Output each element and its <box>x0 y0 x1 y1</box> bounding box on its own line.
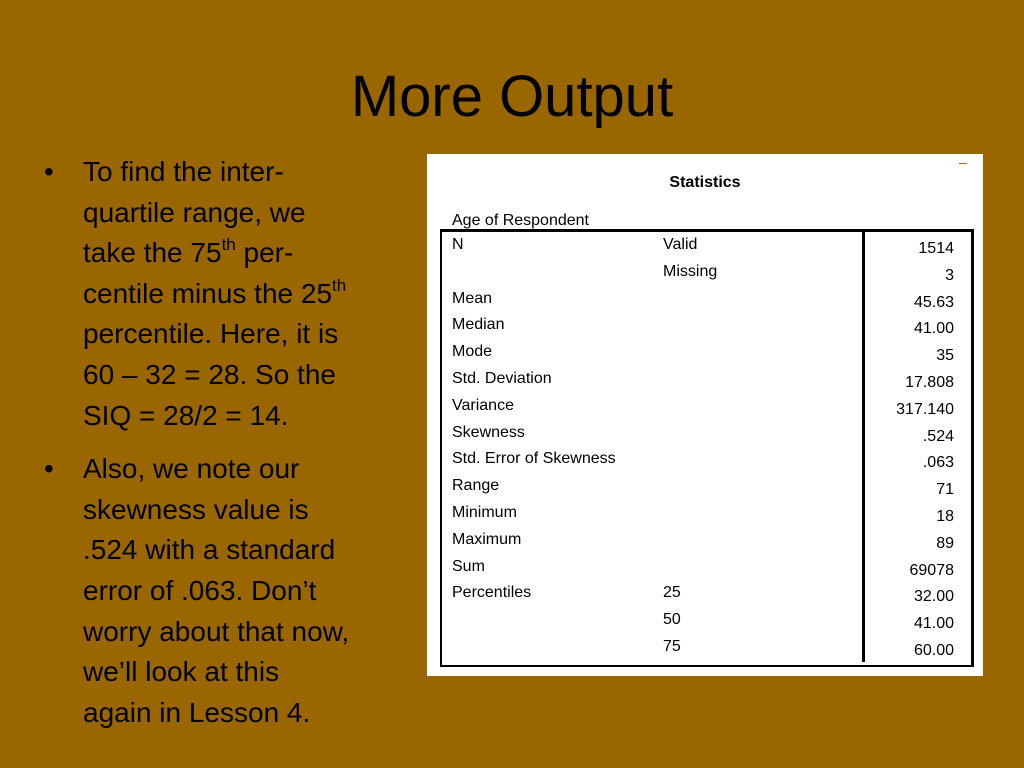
row-label: Minimum <box>452 504 517 521</box>
row-sublabel: 75 <box>663 638 681 655</box>
row-value: 69078 <box>909 561 954 579</box>
table-row <box>427 530 983 557</box>
bullet-line: skewness value is <box>83 493 309 525</box>
bullet-marker: • <box>44 156 54 187</box>
row-sublabel: 25 <box>663 584 681 602</box>
statistics-output-panel <box>427 154 983 676</box>
superscript: th <box>221 235 236 255</box>
row-label: Std. Deviation <box>452 370 552 387</box>
row-label: Maximum <box>452 530 522 548</box>
row-value: 35 <box>936 347 954 365</box>
row-value: 317.140 <box>896 400 954 418</box>
bullet-line: SIQ = 28/2 = 14. <box>83 399 289 431</box>
bullet-line: quartile range, we <box>83 196 306 228</box>
row-label: N <box>452 236 464 253</box>
row-label: Median <box>452 316 505 334</box>
row-sublabel: 50 <box>663 611 681 629</box>
row-value: 60.00 <box>913 642 954 659</box>
bullet-list <box>44 152 416 746</box>
row-label: Sum <box>452 557 485 575</box>
table-row <box>427 610 983 637</box>
bullet-marker: • <box>44 453 54 485</box>
table-row <box>427 449 983 476</box>
table-row <box>427 262 983 289</box>
table-row <box>427 342 983 369</box>
row-sublabel: Missing <box>663 262 718 280</box>
row-label: Std. Error of Skewness <box>452 450 616 468</box>
table-row <box>427 583 983 610</box>
bullet-line: take the 75 <box>83 237 222 269</box>
row-value: 1514 <box>918 240 954 257</box>
row-label: Percentiles <box>452 584 532 602</box>
row-value: 89 <box>936 534 954 552</box>
table-row <box>427 315 983 342</box>
row-value: .063 <box>922 454 954 472</box>
row-value: 3 <box>945 266 954 284</box>
bullet-item-iqr <box>44 152 416 436</box>
table-row <box>427 423 983 450</box>
bullet-line: To find the inter- <box>83 156 284 187</box>
bullet-line: Also, we note our <box>83 453 300 485</box>
superscript: th <box>332 275 347 295</box>
bullet-line: worry about that now, <box>83 615 350 647</box>
table-row <box>427 557 983 584</box>
row-label: Mode <box>452 343 493 361</box>
bullet-line: .524 with a standard <box>83 534 336 566</box>
table-row <box>427 369 983 396</box>
row-label: Mean <box>452 289 493 307</box>
row-label: Range <box>452 477 500 495</box>
bullet-line: 60 – 32 = 28. So the <box>83 358 336 390</box>
statistics-title: Statistics <box>669 174 741 191</box>
variable-label: Age of Respondent <box>452 212 589 229</box>
table-row <box>427 476 983 503</box>
row-value: 41.00 <box>913 320 954 338</box>
table-row <box>427 503 983 530</box>
row-label: Skewness <box>452 423 525 441</box>
row-value: 17.808 <box>905 374 954 391</box>
row-sublabel: Valid <box>663 236 698 253</box>
row-value: .524 <box>922 427 954 445</box>
bullet-line: error of .063. Don’t <box>83 574 317 606</box>
row-value: 41.00 <box>913 615 954 633</box>
table-row <box>427 637 983 664</box>
bullet-item-skewness <box>44 449 416 733</box>
row-value: 45.63 <box>913 293 954 311</box>
table-row <box>427 235 983 262</box>
table-row <box>427 396 983 423</box>
table-row <box>427 289 983 316</box>
bullet-line: per- <box>235 237 294 269</box>
row-label: Variance <box>452 396 514 414</box>
bullet-line: centile minus the 25 <box>83 277 333 309</box>
bullet-line: percentile. Here, it is <box>83 318 339 350</box>
row-value: 71 <box>936 481 954 499</box>
bullet-line: we’ll look at this <box>83 656 280 688</box>
bullet-line: again in Lesson 4. <box>83 696 311 728</box>
row-value: 32.00 <box>913 588 954 606</box>
slide-title: More Output <box>350 64 674 129</box>
row-value: 18 <box>936 508 954 525</box>
panel-corner-mark: – <box>959 154 967 170</box>
